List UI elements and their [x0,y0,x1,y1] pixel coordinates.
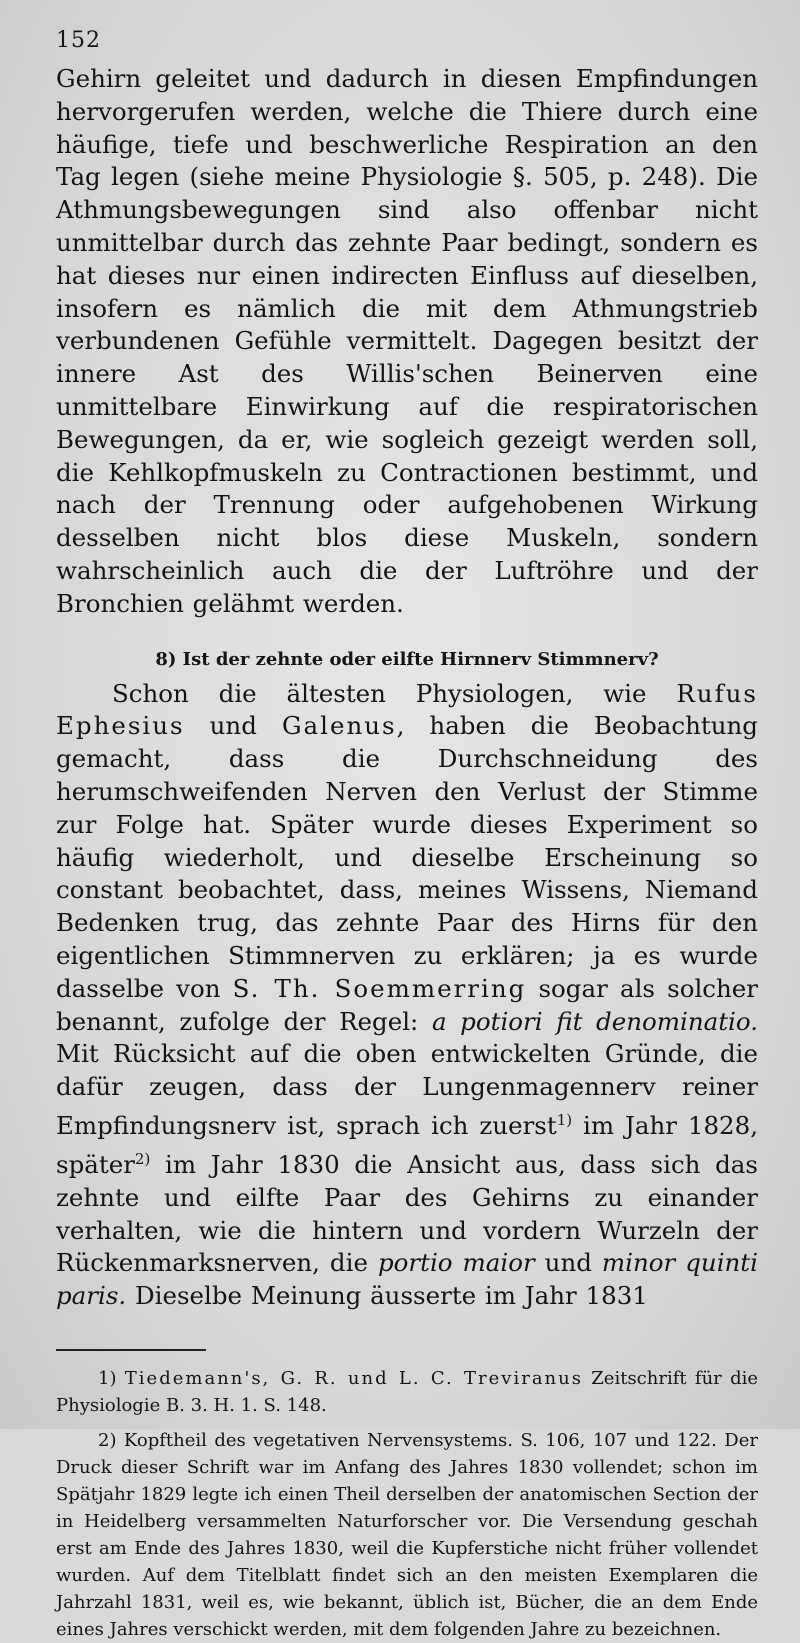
footnote-ref: 1) [556,1110,573,1129]
text-run: im Jahr 1828, später [56,1111,758,1180]
latin-phrase: portio maior [377,1248,535,1278]
section-heading: 8) Ist der zehnte oder eilfte Hirnnerv Stimmnerv? [155,648,659,670]
text-run: Dieselbe Meinung äusserte im Jahr 1831 [126,1281,648,1311]
footnote-1 [56,1365,758,1419]
author-name: Galenus [281,711,397,741]
text-run: im Jahr 1830 die Ansicht aus, dass sich das zehnte und eilfte Paar des Gehirns zu einander verhalten, wie die hintern und vordern Wurzeln der Rückenmarksnerven, die [56,1150,758,1278]
text-run: Mit Rücksicht auf die oben entwickelten Gründe, die dafür zeugen, dass der Lungenmagennerv reiner Empfindungsnerv ist, sprach ich zuerst [56,1039,758,1141]
text-run: Schon die ältesten Physiologen, wie [112,678,677,708]
page-number: 152 [56,28,101,53]
paragraph-main [56,678,758,1313]
footnote-text: Zeitschrift für die Physiologie B. 3. H. 1. S. 148. [56,1368,759,1416]
footnote-number: 1) [98,1368,117,1389]
author-name: S. Th. Soemmerring [232,973,527,1003]
text-run: und [184,711,282,741]
text-run: und [534,1248,602,1278]
text-run: , haben die Beobachtung gemacht, dass die Durchschneidung des herumschweifenden Nerven den Verlust der Stimme zur Folge hat. Später wurde dieses Experiment so häufig wiederholt, und dieselbe Erscheinung so constant beobachtet, dass, meines Wissens, Niemand Bedenken trug, das zehnte Paar des Hirns für den eigentlichen Stimmnerven zu erklären; ja es wurde dasselbe von [56,711,758,1003]
author-name: Rufus Ephesius [56,678,758,741]
footnote-authors: Tiedemann's, G. R. und L. C. Treviranus [124,1368,583,1389]
latin-phrase: a potiori fit denominatio. [431,1006,758,1036]
paragraph-continuation: Gehirn geleitet und dadurch in diesen Empfindungen hervorgerufen werden, welche die Thiere durch eine häufige, tiefe und beschwerliche Respiration an den Tag legen (siehe meine Physiologie §. 505, p. 248). Die Athmungsbewegungen sind also offenbar nicht unmittelbar durch das zehnte Paar bedingt, sondern es hat dieses nur einen indirecten Einfluss auf dieselben, insofern es nämlich die mit dem Athmungstrieb verbundenen Gefühle vermittelt. Dagegen besitzt der innere Ast des Willis'schen Beinerven eine unmittelbare Einwirkung auf die respiratorischen Bewegungen, da er, wie sogleich gezeigt werden soll, die Kehlkopfmuskeln zu Contractionen bestimmt, und nach der Trennung oder aufgehobenen Wirkung desselben nicht blos diese Muskeln, sondern wahrscheinlich auch die der Luftröhre und der Bronchien gelähmt werden. [56,64,758,618]
footnote-divider [56,1349,206,1351]
latin-phrase: minor quinti paris. [56,1248,758,1311]
text-run: sogar als solcher benannt, zufolge der Regel: [56,973,759,1036]
footnote-2: 2) Kopftheil des vegetativen Nervensystems. S. 106, 107 und 122. Der Druck dieser Schrift war im Anfang des Jahres 1830 vollendet; schon im Spätjahr 1829 legte ich einen Theil derselben der anatomischen Section der in Heidelberg versammelten Naturforscher vor. Die Versendung geschah erst am Ende des Jahres 1830, weil die Kupferstiche nicht früher vollendet wurden. Auf dem Titelblatt findet sich an den meisten Exemplaren die Jahrzahl 1831, weil es, wie bekannt, üblich ist, Bücher, die an dem Ende eines Jahres verschickt werden, mit dem folgenden Jahre zu bezeichnen. [56,1430,758,1640]
footnotes [56,1365,758,1643]
footnote-ref: 2) [134,1149,151,1168]
